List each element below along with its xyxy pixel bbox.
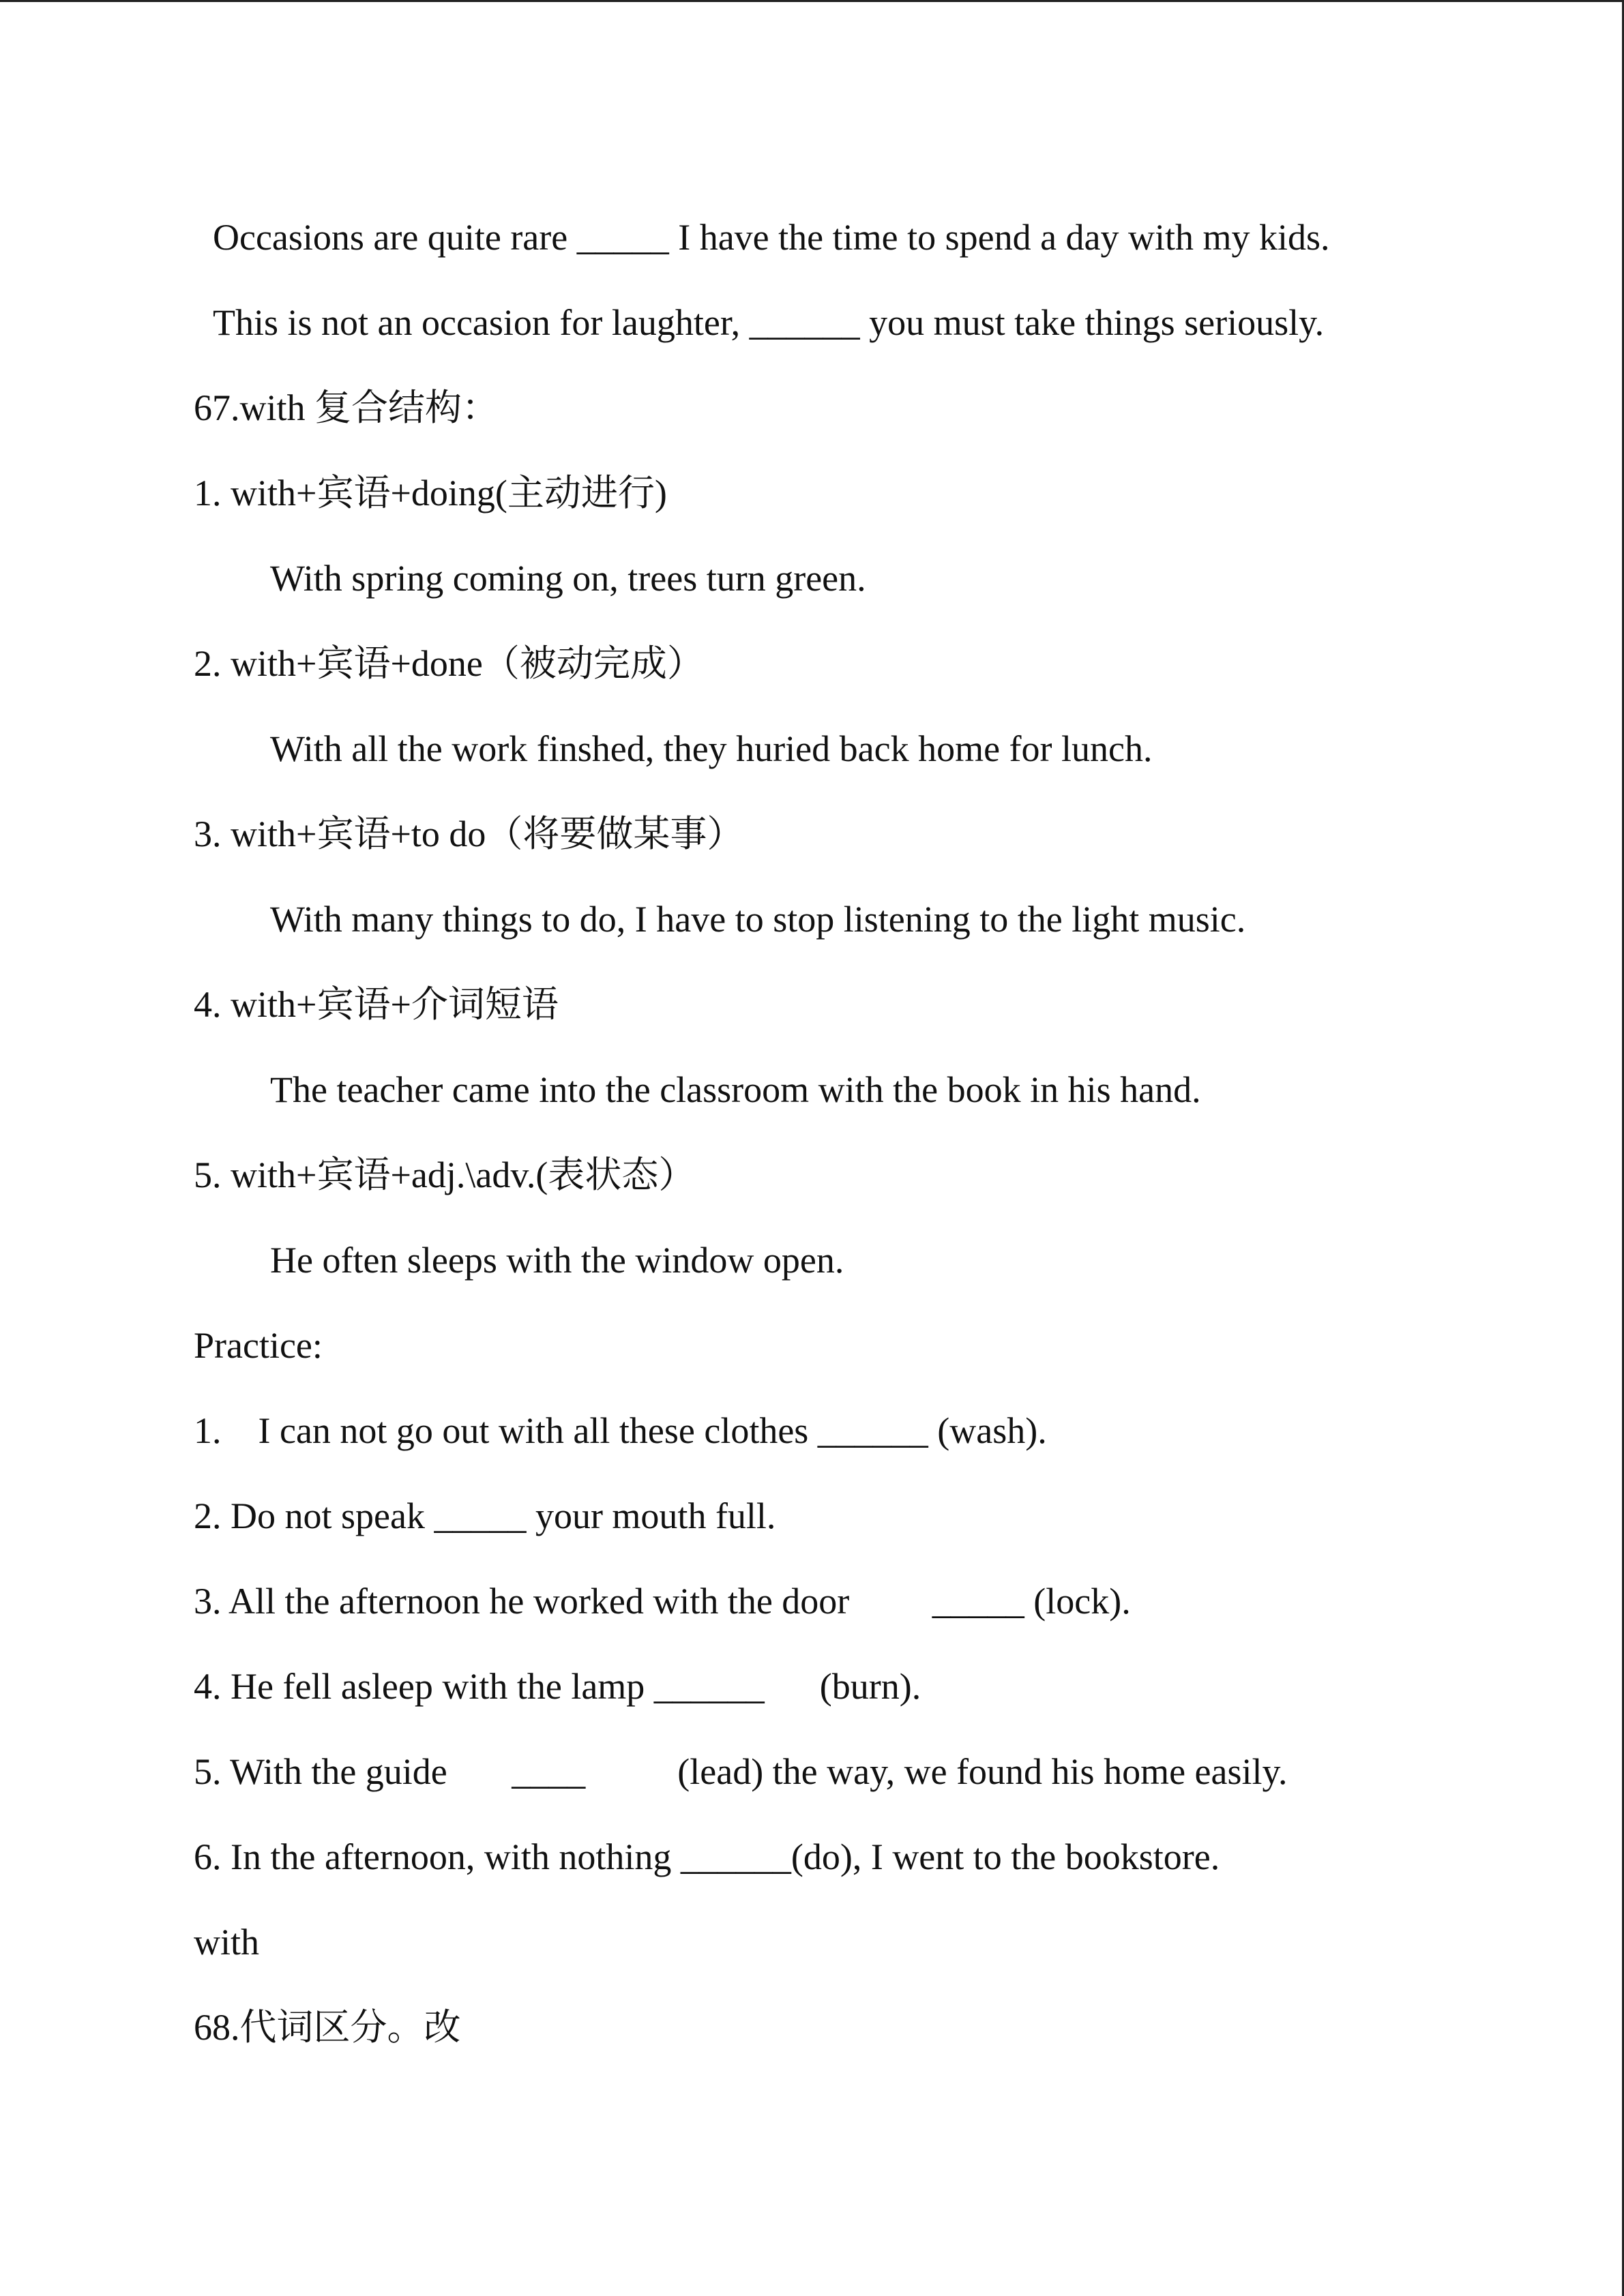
section-heading-67: 67.with 复合结构：: [194, 387, 499, 428]
practice-item-6: 6. In the afternoon, with nothing ______(do), I went to the bookstore.: [194, 1836, 1220, 1877]
practice-heading: Practice:: [194, 1325, 323, 1366]
practice-item-5: 5. With the guide ____ (lead) the way, we found his home easily.: [194, 1751, 1288, 1792]
rule-4-example: The teacher came into the classroom with the book in his hand.: [270, 1069, 1201, 1110]
practice-item-1: 1. I can not go out with all these clothes ______ (wash).: [194, 1410, 1047, 1451]
sentence-occasion-laughter: This is not an occasion for laughter, ______ you must take things seriously.: [213, 302, 1325, 343]
practice-item-2: 2. Do not speak _____ your mouth full.: [194, 1495, 776, 1536]
trailing-with: with: [194, 1922, 260, 1963]
practice-item-4: 4. He fell asleep with the lamp ______ (burn).: [194, 1666, 921, 1707]
sentence-occasions-rare: Occasions are quite rare _____ I have the time to spend a day with my kids.: [213, 217, 1330, 258]
rule-5-heading: 5. with+宾语+adj.\adv.(表状态）: [194, 1154, 696, 1195]
rule-2-example: With all the work finshed, they huried back home for lunch.: [270, 728, 1153, 769]
practice-item-3: 3. All the afternoon he worked with the door _____ (lock).: [194, 1581, 1131, 1622]
page-top-border: [0, 0, 1624, 2]
rule-3-example: With many things to do, I have to stop listening to the light music.: [270, 899, 1246, 940]
rule-1-example: With spring coming on, trees turn green.: [270, 558, 866, 599]
section-heading-68: 68.代词区分。改: [194, 2007, 461, 2048]
rule-5-example: He often sleeps with the window open.: [270, 1240, 844, 1281]
rule-3-heading: 3. with+宾语+to do（将要做某事）: [194, 814, 744, 854]
rule-1-heading: 1. with+宾语+doing(主动进行): [194, 473, 667, 513]
rule-4-heading: 4. with+宾语+介词短语: [194, 984, 559, 1025]
rule-2-heading: 2. with+宾语+done（被动完成）: [194, 643, 704, 684]
